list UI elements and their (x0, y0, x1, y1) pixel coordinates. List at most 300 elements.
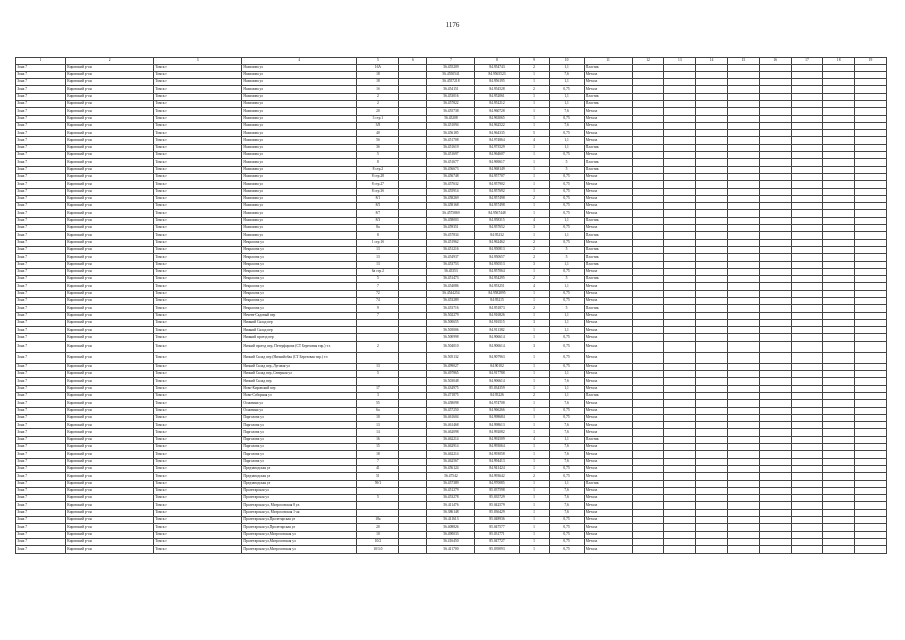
table-cell (855, 487, 887, 494)
table-cell: Томск г (154, 210, 242, 217)
table-cell: Нахимова ул (242, 181, 357, 188)
table-cell: Томск г (154, 122, 242, 129)
table-cell: 56.451962 (427, 239, 475, 246)
table-cell (632, 371, 664, 378)
table-cell: 18 (357, 71, 399, 78)
table-cell (357, 502, 399, 509)
table-cell: 84.957707 (475, 173, 519, 180)
table-cell: Кировский р-он (66, 352, 154, 363)
table-cell: 8 стр.27 (357, 181, 399, 188)
table-cell (855, 378, 887, 385)
table-cell: 3/8 (357, 122, 399, 129)
table-cell: 3 (357, 392, 399, 399)
table-cell: Пластик (584, 254, 632, 261)
table-cell (727, 371, 759, 378)
table-cell (823, 422, 855, 429)
table-cell (664, 352, 696, 363)
table-cell: 10 (357, 414, 399, 421)
table-cell: Металл (584, 538, 632, 545)
table-cell: Зона 7 (16, 312, 66, 319)
table-cell: Зона 7 (16, 385, 66, 392)
table-cell (664, 312, 696, 319)
table-cell: 1 (519, 108, 549, 115)
table-row (16, 225, 887, 232)
table-cell: Кировский р-он (66, 290, 154, 297)
table-cell (855, 502, 887, 509)
table-cell: 1 (519, 422, 549, 429)
table-cell: Зона 7 (16, 371, 66, 378)
table-cell: Предзаводская ул (242, 465, 357, 472)
table-cell: Зона 7 (16, 341, 66, 352)
table-cell (664, 414, 696, 421)
table-cell (664, 203, 696, 210)
table-cell: 56.457250 (427, 407, 475, 414)
table-cell (791, 458, 823, 465)
table-cell: 56.408826 (427, 524, 475, 531)
table-cell: 1 (519, 122, 549, 129)
table-cell: 0,75 (549, 414, 584, 421)
table-cell: 56.451619 (427, 144, 475, 151)
table-cell: Пластик (584, 276, 632, 283)
table-cell (759, 246, 791, 253)
table-cell (696, 502, 728, 509)
table-cell (399, 298, 427, 305)
table-cell (696, 436, 728, 443)
table-cell (696, 458, 728, 465)
table-cell (791, 217, 823, 224)
table-cell (399, 546, 427, 553)
table-cell: 7,6 (549, 378, 584, 385)
table-cell (664, 517, 696, 524)
table-cell (664, 451, 696, 458)
table-cell (399, 268, 427, 275)
table-cell: 56.497865 (427, 371, 475, 378)
table-cell: Парголова ул (242, 429, 357, 436)
table-cell (727, 122, 759, 129)
table-cell: 56.462214 (427, 451, 475, 458)
table-cell: 56.45353 (427, 268, 475, 275)
table-cell (632, 444, 664, 451)
table-cell: Кировский р-он (66, 371, 154, 378)
table-cell: Металл (584, 108, 632, 115)
table-cell: 2 (519, 64, 549, 71)
table-cell (664, 400, 696, 407)
table-cell: Нахимова ул (242, 130, 357, 137)
table-cell (664, 290, 696, 297)
table-cell: 1,1 (549, 64, 584, 71)
table-cell (759, 166, 791, 173)
table-cell: Кировский р-он (66, 312, 154, 319)
table-cell (664, 225, 696, 232)
table-cell (399, 173, 427, 180)
table-cell (632, 378, 664, 385)
table-cell: Пролетарская ул, Матросовская 8 ул. (242, 502, 357, 509)
table-cell: Кировский р-он (66, 363, 154, 370)
table-cell (759, 115, 791, 122)
table-cell (696, 319, 728, 326)
table-cell (823, 159, 855, 166)
table-cell: 56.411613 (427, 517, 475, 524)
table-cell: 1 (519, 538, 549, 545)
table-cell (664, 64, 696, 71)
table-cell (664, 487, 696, 494)
table-cell (664, 378, 696, 385)
table-row (16, 115, 887, 122)
table-cell: 16А (357, 64, 399, 71)
table-cell: Пластик (584, 232, 632, 239)
table-cell (855, 465, 887, 472)
table-cell: Металл (584, 371, 632, 378)
table-cell: Томск г (154, 93, 242, 100)
table-cell: 6а (357, 407, 399, 414)
table-cell: 2 (519, 473, 549, 480)
table-cell: 1 (519, 166, 549, 173)
table-row (16, 352, 887, 363)
table-cell: 84.917788 (475, 371, 519, 378)
table-cell: Зона 7 (16, 166, 66, 173)
table-cell: Томск г (154, 188, 242, 195)
table-cell: Металл (584, 414, 632, 421)
table-cell: 2 (519, 276, 549, 283)
table-cell: 7,6 (549, 429, 584, 436)
table-cell: Томск г (154, 363, 242, 370)
table-cell: Зона 7 (16, 276, 66, 283)
table-cell: 1 (519, 385, 549, 392)
table-row (16, 166, 887, 173)
table-cell: 41 (357, 465, 399, 472)
table-cell (823, 290, 855, 297)
table-cell (664, 246, 696, 253)
table-cell: 7,6 (549, 444, 584, 451)
table-cell (664, 232, 696, 239)
table-cell: 56.411700 (427, 546, 475, 553)
table-cell: Томск г (154, 268, 242, 275)
table-cell (823, 144, 855, 151)
table-cell: 7,6 (549, 122, 584, 129)
table-cell: Кировский р-он (66, 502, 154, 509)
table-cell (823, 86, 855, 93)
table-cell: Зона 7 (16, 334, 66, 341)
table-cell: Зона 7 (16, 79, 66, 86)
table-cell (823, 137, 855, 144)
column-header: 11 (584, 58, 632, 65)
table-row (16, 319, 887, 326)
table-cell: 56.451473 (427, 276, 475, 283)
table-cell: Томск г (154, 473, 242, 480)
table-row (16, 298, 887, 305)
table-cell: Зона 7 (16, 465, 66, 472)
table-cell: Металл (584, 363, 632, 370)
table-cell: 56.499027 (427, 363, 475, 370)
table-cell: Металл (584, 195, 632, 202)
table-cell: Томск г (154, 341, 242, 352)
table-cell (696, 283, 728, 290)
table-cell (759, 276, 791, 283)
spreadsheet-table (15, 57, 887, 554)
table-cell (664, 407, 696, 414)
table-cell: 56.461604 (427, 414, 475, 421)
table-row (16, 502, 887, 509)
table-cell: 4 (519, 283, 549, 290)
table-cell (823, 100, 855, 107)
table-row (16, 546, 887, 553)
table-cell: 56.462098 (427, 429, 475, 436)
table-row (16, 64, 887, 71)
table-cell: 56.455738 (427, 108, 475, 115)
table-cell (664, 458, 696, 465)
table-cell (823, 480, 855, 487)
table-cell: Металл (584, 137, 632, 144)
table-cell (823, 334, 855, 341)
table-cell: Металл (584, 341, 632, 352)
table-row (16, 130, 887, 137)
table-cell (791, 159, 823, 166)
table-cell (855, 188, 887, 195)
table-cell (759, 122, 791, 129)
table-cell: Томск г (154, 86, 242, 93)
table-cell (664, 429, 696, 436)
table-cell: Зона 7 (16, 64, 66, 71)
table-cell (399, 495, 427, 502)
table-cell: Низкий проезд пер, Петерфорова (СТ Березовая тир.) т.т. (242, 341, 357, 352)
table-cell (664, 502, 696, 509)
table-cell: Металл (584, 509, 632, 516)
table-cell (855, 283, 887, 290)
table-cell (399, 144, 427, 151)
table-cell (759, 100, 791, 107)
table-cell (759, 444, 791, 451)
table-cell: Зона 7 (16, 444, 66, 451)
table-cell: 56.505132 (427, 352, 475, 363)
table-cell (823, 327, 855, 334)
table-cell (399, 473, 427, 480)
table-cell: 56.451697 (427, 152, 475, 159)
table-cell: Предзаводская ул (242, 473, 357, 480)
table-cell: Металл (584, 225, 632, 232)
table-cell (823, 239, 855, 246)
table-cell: Томск г (154, 444, 242, 451)
table-cell: Томск г (154, 225, 242, 232)
table-cell (664, 473, 696, 480)
table-cell: 0,75 (549, 546, 584, 553)
table-cell: Нахимова ул (242, 79, 357, 86)
table-cell: 3 стр.1 (357, 115, 399, 122)
table-cell (727, 130, 759, 137)
table-cell (696, 144, 728, 151)
table-cell (727, 327, 759, 334)
table-cell: 2 (519, 195, 549, 202)
table-cell: 8 стр.2 (357, 166, 399, 173)
table-cell: Зона 7 (16, 203, 66, 210)
table-cell (727, 181, 759, 188)
table-cell: Нахимова ул (242, 86, 357, 93)
table-cell: 1,1 (549, 283, 584, 290)
table-cell: 1 (519, 159, 549, 166)
table-cell (664, 509, 696, 516)
table-cell (632, 400, 664, 407)
table-cell: 56.411476 (427, 502, 475, 509)
table-cell: Зона 7 (16, 86, 66, 93)
column-header: 6 (399, 58, 427, 65)
table-cell: 1 (519, 509, 549, 516)
table-cell: 84.950657 (475, 254, 519, 261)
table-cell: Зона 7 (16, 495, 66, 502)
table-cell (696, 181, 728, 188)
table-cell: 1,1 (549, 144, 584, 151)
table-cell (855, 79, 887, 86)
table-cell (664, 334, 696, 341)
table-cell: Пролетарская ул,Матросовская ул (242, 538, 357, 545)
table-cell: 1 (519, 268, 549, 275)
table-cell: Томск г (154, 378, 242, 385)
table-cell: 7,6 (549, 108, 584, 115)
table-cell: 56.456124 (427, 465, 475, 472)
table-cell (727, 407, 759, 414)
table-cell: 0,75 (549, 352, 584, 363)
table-cell: 13 (357, 246, 399, 253)
table-cell: Металл (584, 327, 632, 334)
table-cell: 84.951873 (475, 305, 519, 312)
column-header: 14 (696, 58, 728, 65)
table-cell: 84.992509 (475, 436, 519, 443)
table-cell: Томск г (154, 319, 242, 326)
table-cell (632, 86, 664, 93)
table-cell: Металл (584, 79, 632, 86)
table-cell (791, 210, 823, 217)
table-cell: Кировский р-он (66, 341, 154, 352)
table-cell: 56.457822 (427, 100, 475, 107)
table-cell: 1 (519, 100, 549, 107)
table-cell (759, 93, 791, 100)
table-cell: Кировский р-он (66, 298, 154, 305)
table-row (16, 363, 887, 370)
table-row (16, 305, 887, 312)
table-cell: Нахимова ул (242, 100, 357, 107)
table-cell: 1 (519, 378, 549, 385)
column-header: 9 (519, 58, 549, 65)
column-header: 8 (475, 58, 519, 65)
table-cell (399, 108, 427, 115)
table-cell: 84.9582895 (475, 290, 519, 297)
table-cell (759, 305, 791, 312)
table-cell (632, 232, 664, 239)
table-cell (664, 305, 696, 312)
table-cell: 7 (357, 312, 399, 319)
table-cell (791, 473, 823, 480)
table-cell: 56.505006 (427, 327, 475, 334)
table-cell: 56.504010 (427, 341, 475, 352)
table-cell: 84.954743 (475, 64, 519, 71)
table-cell: Томск г (154, 422, 242, 429)
table-cell: Томск г (154, 144, 242, 151)
table-cell: 84.993058 (475, 451, 519, 458)
table-cell (399, 181, 427, 188)
table-cell: Пластик (584, 246, 632, 253)
table-cell (823, 254, 855, 261)
table-cell: Металл (584, 465, 632, 472)
table-cell (759, 312, 791, 319)
table-cell: Нахимова ул (242, 225, 357, 232)
table-cell (791, 203, 823, 210)
table-cell: 2 (357, 100, 399, 107)
table-cell: Некрасова ул (242, 283, 357, 290)
table-cell: 56.461468 (427, 422, 475, 429)
table-cell: Кировский р-он (66, 524, 154, 531)
table-cell: 0,75 (549, 517, 584, 524)
table-cell (399, 152, 427, 159)
table-cell (791, 93, 823, 100)
table-cell (855, 422, 887, 429)
table-row (16, 100, 887, 107)
table-cell (855, 290, 887, 297)
table-cell: 56.47542 (427, 473, 475, 480)
table-cell (791, 378, 823, 385)
table-cell: 0,75 (549, 341, 584, 352)
table-cell: 56.451708 (427, 137, 475, 144)
table-cell (357, 327, 399, 334)
table-cell: Низкий Склад пер.,Северная ул (242, 371, 357, 378)
table-cell: Томск г (154, 480, 242, 487)
table-cell (759, 414, 791, 421)
table-cell: 14 (357, 429, 399, 436)
table-cell: Зона 7 (16, 93, 66, 100)
table-cell: 84.969617 (475, 159, 519, 166)
table-cell (399, 93, 427, 100)
table-cell (727, 261, 759, 268)
table-cell: Томск г (154, 524, 242, 531)
table-cell: 84.992082 (475, 429, 519, 436)
table-cell (664, 319, 696, 326)
table-cell: Томск г (154, 312, 242, 319)
table-cell (855, 130, 887, 137)
table-cell (727, 363, 759, 370)
table-cell: 1 (519, 400, 549, 407)
table-cell (664, 524, 696, 531)
table-cell (823, 305, 855, 312)
table-cell (664, 130, 696, 137)
table-cell (399, 327, 427, 334)
table-cell: Кировский р-он (66, 283, 154, 290)
table-cell: Кировский р-он (66, 334, 154, 341)
table-cell (855, 444, 887, 451)
table-cell (664, 268, 696, 275)
table-cell (727, 188, 759, 195)
table-cell (696, 137, 728, 144)
table-cell: 0,75 (549, 239, 584, 246)
table-cell (696, 108, 728, 115)
table-cell (399, 400, 427, 407)
table-cell (791, 305, 823, 312)
table-cell: 84.958315 (475, 217, 519, 224)
table-cell (357, 509, 399, 516)
table-cell: 1 (519, 188, 549, 195)
table-cell: 7,6 (549, 400, 584, 407)
table-cell: 1 (519, 502, 549, 509)
table-cell: Зона 7 (16, 352, 66, 363)
table-cell: Кировский р-он (66, 495, 154, 502)
table-cell (855, 261, 887, 268)
table-cell: Зона 7 (16, 152, 66, 159)
table-cell: Кировский р-он (66, 444, 154, 451)
table-cell: Томск г (154, 298, 242, 305)
table-cell (632, 517, 664, 524)
table-cell: 0,75 (549, 334, 584, 341)
column-header: 15 (727, 58, 759, 65)
table-cell: 10 (357, 531, 399, 538)
table-cell (791, 144, 823, 151)
table-cell: Томск г (154, 495, 242, 502)
table-cell (823, 225, 855, 232)
